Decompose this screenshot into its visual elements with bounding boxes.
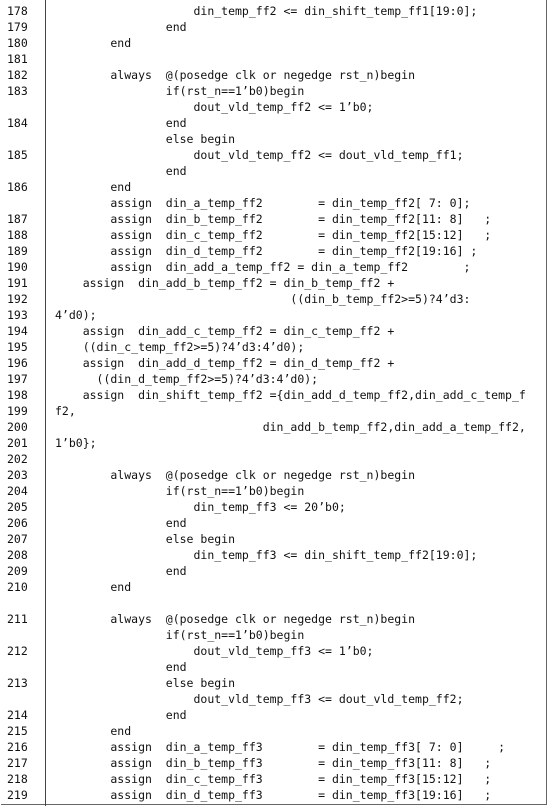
line-number: 219 xyxy=(7,788,28,802)
code-line xyxy=(1,627,546,643)
code-line xyxy=(1,259,546,275)
code-line xyxy=(1,67,546,83)
code-text: assign din_c_temp_ff2 = din_temp_ff2[15:12] ; xyxy=(55,228,492,242)
code-text: always @(posedge clk or negedge rst_n)begin xyxy=(55,68,416,82)
line-number: 199 xyxy=(7,404,28,418)
code-text: end xyxy=(55,580,132,594)
code-text: 1’b0}; xyxy=(55,436,97,450)
code-line xyxy=(1,131,546,147)
code-line xyxy=(1,787,546,803)
code-line xyxy=(1,547,546,563)
code-text: ((din_d_temp_ff2>=5)?4’d3:4’d0); xyxy=(55,372,319,386)
line-number: 178 xyxy=(7,4,28,18)
code-line xyxy=(1,227,546,243)
line-number: 216 xyxy=(7,740,28,754)
code-text: end xyxy=(55,564,187,578)
code-line xyxy=(1,291,546,307)
line-number: 196 xyxy=(7,356,28,370)
code-text: assign din_b_temp_ff3 = din_temp_ff3[11: 8] ; xyxy=(55,756,492,770)
line-number: 208 xyxy=(7,548,28,562)
code-line xyxy=(1,691,546,707)
code-text: assign din_shift_temp_ff2 ={din_add_d_temp_ff2,din_add_c_temp_f xyxy=(55,388,526,402)
line-number: 206 xyxy=(7,516,28,530)
code-text: end xyxy=(55,180,132,194)
code-text: else begin xyxy=(55,532,236,546)
code-line xyxy=(1,739,546,755)
line-number: 183 xyxy=(7,84,28,98)
line-number: 191 xyxy=(7,276,28,290)
code-line xyxy=(1,355,546,371)
code-text: assign din_a_temp_ff3 = din_temp_ff3[ 7: 0] ; xyxy=(55,740,506,754)
code-text: end xyxy=(55,36,132,50)
code-text: din_temp_ff2 <= din_shift_temp_ff1[19:0]; xyxy=(55,4,478,18)
line-number: 180 xyxy=(7,36,28,50)
code-text: dout_vld_temp_ff2 <= 1’b0; xyxy=(55,100,374,114)
line-number: 184 xyxy=(7,116,28,130)
line-number: 189 xyxy=(7,244,28,258)
code-line xyxy=(1,115,546,131)
code-text: if(rst_n==1’b0)begin xyxy=(55,84,305,98)
code-text: end xyxy=(55,516,187,530)
line-number: 186 xyxy=(7,180,28,194)
code-line xyxy=(1,595,546,611)
code-text: din_temp_ff3 <= din_shift_temp_ff2[19:0]; xyxy=(55,548,478,562)
code-line xyxy=(1,99,546,115)
code-line xyxy=(1,275,546,291)
line-number: 192 xyxy=(7,292,28,306)
code-text: end xyxy=(55,116,187,130)
code-text: assign din_add_c_temp_ff2 = din_c_temp_ff2 + xyxy=(55,324,395,338)
code-text: else begin xyxy=(55,132,236,146)
line-number: 187 xyxy=(7,212,28,226)
line-number: 218 xyxy=(7,772,28,786)
code-line xyxy=(1,643,546,659)
code-line xyxy=(1,483,546,499)
code-text: din_add_b_temp_ff2,din_add_a_temp_ff2, xyxy=(55,420,526,434)
code-line xyxy=(1,147,546,163)
line-number: 197 xyxy=(7,372,28,386)
code-line xyxy=(1,83,546,99)
code-text: dout_vld_temp_ff2 <= dout_vld_temp_ff1; xyxy=(55,148,464,162)
code-text: ((din_b_temp_ff2>=5)?4’d3: xyxy=(55,292,471,306)
code-line xyxy=(1,563,546,579)
line-number: 215 xyxy=(7,724,28,738)
line-number: 211 xyxy=(7,612,28,626)
code-line xyxy=(1,771,546,787)
line-number: 193 xyxy=(7,308,28,322)
code-text: end xyxy=(55,164,187,178)
code-line xyxy=(1,307,546,323)
code-line xyxy=(1,387,546,403)
code-text: ((din_c_temp_ff2>=5)?4’d3:4’d0); xyxy=(55,340,305,354)
line-number: 210 xyxy=(7,580,28,594)
code-line xyxy=(1,339,546,355)
code-text: assign din_c_temp_ff3 = din_temp_ff3[15:12] ; xyxy=(55,772,492,786)
code-text: dout_vld_temp_ff3 <= dout_vld_temp_ff2; xyxy=(55,692,464,706)
line-number: 213 xyxy=(7,676,28,690)
code-text: dout_vld_temp_ff3 <= 1’b0; xyxy=(55,644,374,658)
code-text: assign din_add_a_temp_ff2 = din_a_temp_ff2 ; xyxy=(55,260,471,274)
line-number: 198 xyxy=(7,388,28,402)
line-number: 202 xyxy=(7,452,28,466)
code-line xyxy=(1,515,546,531)
code-line xyxy=(1,499,546,515)
code-line xyxy=(1,323,546,339)
code-text: assign din_d_temp_ff3 = din_temp_ff3[19:16] ; xyxy=(55,788,492,802)
line-number: 212 xyxy=(7,644,28,658)
code-text: 4’d0); xyxy=(55,308,97,322)
line-number: 195 xyxy=(7,340,28,354)
line-number: 209 xyxy=(7,564,28,578)
code-line xyxy=(1,3,546,19)
code-text: end xyxy=(55,20,187,34)
code-line xyxy=(1,723,546,739)
code-text: end xyxy=(55,708,187,722)
line-number: 194 xyxy=(7,324,28,338)
line-number: 181 xyxy=(7,52,28,66)
code-text: else begin xyxy=(55,676,236,690)
code-text: if(rst_n==1’b0)begin xyxy=(55,484,305,498)
code-text: assign din_add_b_temp_ff2 = din_b_temp_ff2 + xyxy=(55,276,395,290)
line-number: 185 xyxy=(7,148,28,162)
code-line xyxy=(1,451,546,467)
code-line xyxy=(1,467,546,483)
code-text: assign din_b_temp_ff2 = din_temp_ff2[11: 8] ; xyxy=(55,212,492,226)
code-text: assign din_a_temp_ff2 = din_temp_ff2[ 7: 0]; xyxy=(55,196,471,210)
code-line xyxy=(1,243,546,259)
code-text: f2, xyxy=(55,404,76,418)
code-text: always @(posedge clk or negedge rst_n)begin xyxy=(55,468,416,482)
code-line xyxy=(1,659,546,675)
code-text: end xyxy=(55,724,132,738)
code-text: assign din_add_d_temp_ff2 = din_d_temp_ff2 + xyxy=(55,356,395,370)
line-number: 200 xyxy=(7,420,28,434)
code-line xyxy=(1,755,546,771)
code-line xyxy=(1,579,546,595)
line-number: 201 xyxy=(7,436,28,450)
code-line xyxy=(1,195,546,211)
code-line xyxy=(1,35,546,51)
code-text: always @(posedge clk or negedge rst_n)begin xyxy=(55,612,416,626)
code-line xyxy=(1,531,546,547)
code-line xyxy=(1,435,546,451)
line-number: 204 xyxy=(7,484,28,498)
line-number: 207 xyxy=(7,532,28,546)
code-line xyxy=(1,707,546,723)
code-line xyxy=(1,179,546,195)
code-text: assign din_d_temp_ff2 = din_temp_ff2[19:16] ; xyxy=(55,244,478,258)
line-number: 205 xyxy=(7,500,28,514)
code-listing-frame xyxy=(1,0,547,805)
line-number: 188 xyxy=(7,228,28,242)
code-text: if(rst_n==1’b0)begin xyxy=(55,628,305,642)
code-line xyxy=(1,211,546,227)
line-number: 217 xyxy=(7,756,28,770)
line-number: 214 xyxy=(7,708,28,722)
code-text: end xyxy=(55,660,187,674)
code-line xyxy=(1,419,546,435)
line-number: 182 xyxy=(7,68,28,82)
code-line xyxy=(1,19,546,35)
code-line xyxy=(1,371,546,387)
line-number: 203 xyxy=(7,468,28,482)
line-number: 190 xyxy=(7,260,28,274)
code-line xyxy=(1,675,546,691)
line-number: 179 xyxy=(7,20,28,34)
code-line xyxy=(1,403,546,419)
code-line xyxy=(1,163,546,179)
code-line xyxy=(1,51,546,67)
code-line xyxy=(1,611,546,627)
code-text: din_temp_ff3 <= 20’b0; xyxy=(55,500,346,514)
